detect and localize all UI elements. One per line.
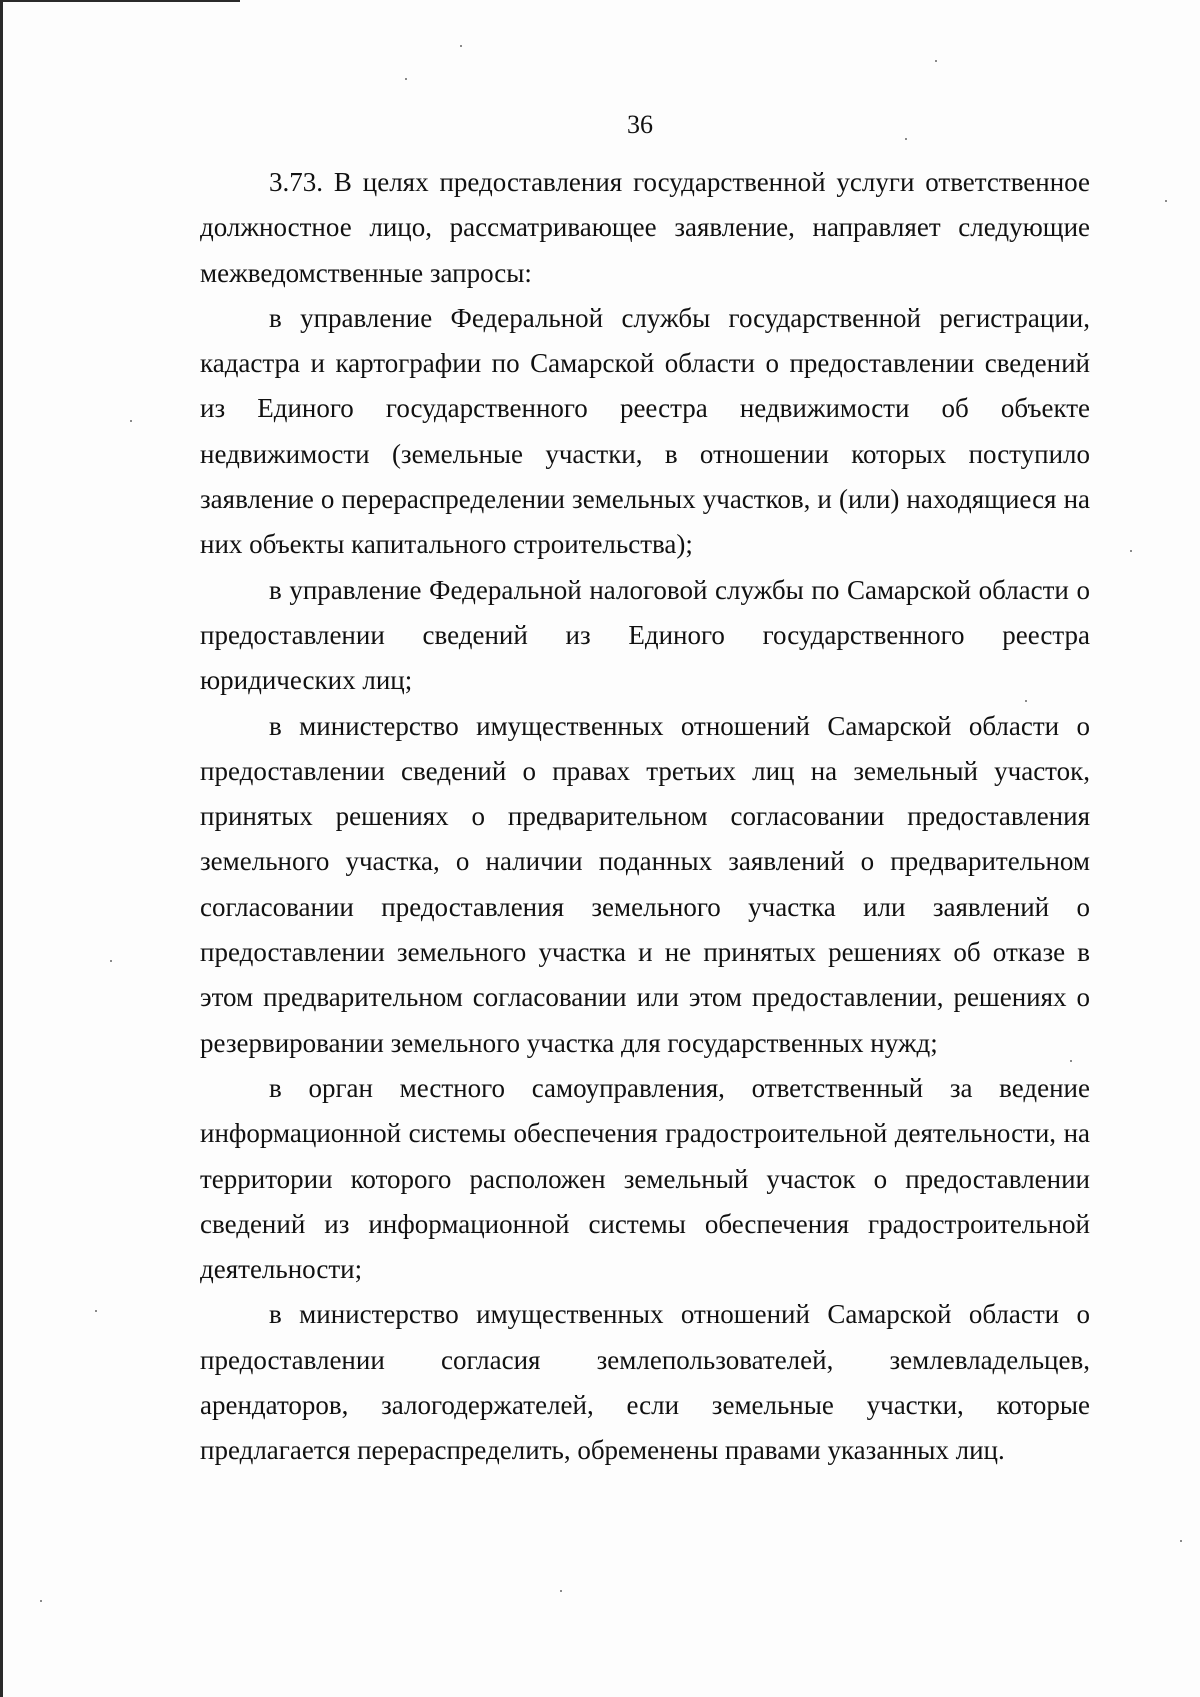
scan-speck	[560, 1590, 562, 1592]
scan-speck	[1165, 200, 1167, 202]
paragraph-rosreestr-request: в управление Федеральной службы государственной регистрации, кадастра и картографии по Самарской области о предоставлении сведений из Единого государственного реестра недвижимости об объекте недвижимости (земельные участки, в отношении которых поступило заявление о перераспределении земельных участков, и (или) находящиеся на них объекты капитального строительства);	[200, 302, 1090, 560]
paragraph-tax-service-request: в управление Федеральной налоговой службы по Самарской области о предоставлении сведений из Единого государственного реестра юридических лиц;	[200, 574, 1090, 696]
scan-speck	[935, 60, 937, 62]
scan-speck	[460, 45, 462, 47]
scan-speck	[130, 420, 132, 422]
scan-speck	[40, 1600, 42, 1602]
scan-top-edge	[0, 0, 240, 2]
scan-speck	[1025, 700, 1027, 702]
paragraph-consent-request: в министерство имущественных отношений Самарской области о предоставлении согласия землепользователей, землевладельцев, арендаторов, залогодержателей, если земельные участки, которые предлагается перераспределить, обременены правами указанных лиц.	[200, 1299, 1090, 1466]
scan-speck	[95, 1310, 97, 1312]
scan-left-edge	[0, 0, 3, 1697]
paragraph-local-government-request: в орган местного самоуправления, ответственный за ведение информационной системы обеспечения градостроительной деятельности, на территории которого расположен земельный участок о предоставлении сведений из информационной системы обеспечения градостроительной деятельности;	[200, 1072, 1090, 1285]
scan-speck	[405, 78, 407, 80]
page-number: 36	[627, 110, 653, 139]
paragraph-3-73: 3.73. В целях предоставления государственной услуги ответственное должностное лицо, рассматривающее заявление, направляет следующие межведомственные запросы:	[200, 167, 1090, 288]
scan-speck	[905, 138, 907, 140]
paragraph-property-ministry-request: в министерство имущественных отношений Самарской области о предоставлении сведений о правах третьих лиц на земельный участок, принятых решениях о предварительном согласовании предоставления земельного участка, о наличии поданных заявлений о предварительном согласовании предоставления земельного участка или заявлений о предоставлении земельного участка и не принятых решениях об отказе в этом предварительном согласовании или этом предоставлении, решениях о резервировании земельного участка для государственных нужд;	[200, 710, 1090, 1058]
scan-speck	[1070, 1060, 1072, 1062]
scan-speck	[1180, 1540, 1182, 1542]
document-body	[200, 160, 1090, 1474]
scan-speck	[1130, 550, 1132, 552]
scan-speck	[110, 960, 112, 962]
